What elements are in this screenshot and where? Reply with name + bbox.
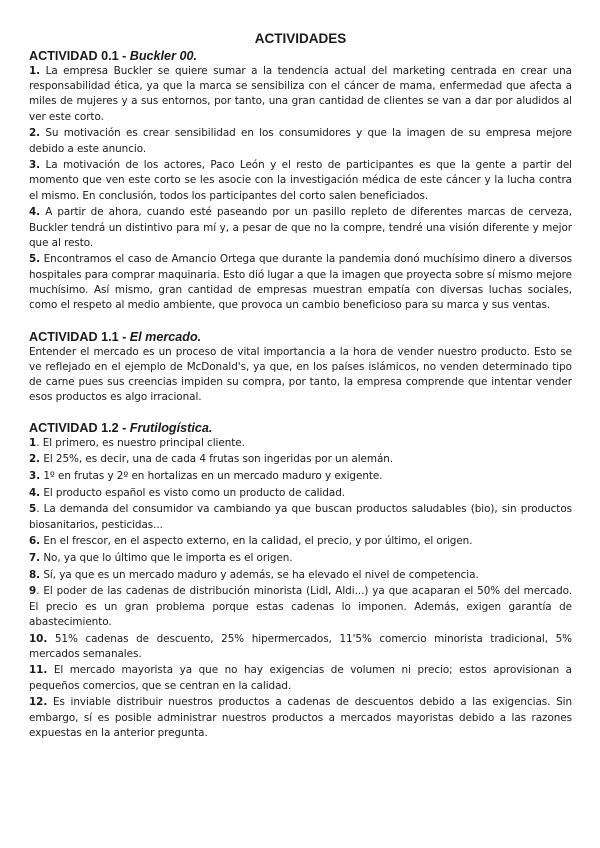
section-paragraph: Entender el mercado es un proceso de vital importancia a la hora de vender nuestro producto. Esto se ve reflejado en el ejemplo de McDonald's, ya que, en los países islámicos, no venden determinado tipo de carne pues sus creencias impiden su compra, por tanto, la empresa comprende que intentar vender esos productos es algo irracional. [29,345,572,404]
page-title: ACTIVIDADES [254,31,347,46]
item-text: La empresa Buckler se quiere sumar a la tendencia actual del marketing centrada en crear una responsabilidad ética, ya que la marca se sensibiliza con el cáncer de mama, enfermedad que afecta a miles de mujeres y a sus entornos, por tanto, una gran cantidad de clientes se van a dar por aludidos al ver este corto. [29,65,572,123]
section-spacer [29,315,572,330]
heading-subtitle: El mercado. [129,329,202,344]
item-number: 9 [29,585,37,598]
list-item [29,205,572,251]
list-item [29,663,572,693]
section-heading [29,330,572,345]
item-text: Su motivación es crear sensibilidad en los consumidores y que la imagen de su empresa mejore debido a este anuncio. [29,127,572,155]
item-number: 1 [29,436,37,449]
item-number: 4. [29,486,41,499]
item-text: En el frescor, en el aspecto externo, en la calidad, el precio, y por último, el origen. [40,535,473,548]
section-actividad-0-1 [29,49,572,313]
list-item [29,64,572,125]
item-number: 7. [29,551,41,564]
heading-subtitle: Buckler 00. [129,49,197,63]
item-text: Encontramos el caso de Amancio Ortega que durante la pandemia donó muchísimo dinero a diversos hospitales para comprar maquinaria. Esto dió lugar a que la imagen que proyecta sobre sí mismo mejore muchísimo. Así mismo, gran cantidad de empresas muestran empatía con diversas luchas sociales, como el respeto al medio ambiente, que provoca un cambio beneficioso para su marca y sus ventas. [29,253,572,312]
section-heading [29,49,572,64]
item-number: 8. [29,568,41,581]
item-number: 2. [29,453,41,466]
item-text: . El poder de las cadenas de distribución minorista (Lidl, Aldi...) ya que acaparan el 50% del mercado. El precio es un gran problema porque estas cadenas lo imponen. Además, exigen garantía de abastecimiento. [29,585,572,628]
item-text: El mercado mayorista ya que no hay exigencias de volumen ni precio; estos aprovisionan a pequeños comercios, que se centran en la calidad. [29,664,572,692]
item-text: El producto español es visto como un producto de calidad. [40,486,346,499]
section-actividad-1-2 [29,421,572,741]
section-actividad-1-1 [29,330,572,406]
heading-prefix: ACTIVIDAD 1.2 - [29,420,130,435]
list-item [29,584,572,630]
list-item [29,632,572,662]
section-spacer [29,406,572,421]
list-item [29,486,572,501]
item-number: 2. [29,127,41,140]
heading-prefix: ACTIVIDAD 0.1 - [29,49,130,63]
list-item [29,452,572,467]
list-item [29,551,572,566]
item-text: 51% cadenas de descuento, 25% hipermercados, 11'5% comercio minorista tradicional, 5% mercados semanales. [29,632,572,660]
item-number: 4. [29,206,41,219]
item-number: 12. [29,696,48,709]
item-text: El 25%, es decir, una de cada 4 frutas son ingeridas por un alemán. [40,453,394,466]
item-number: 1. [29,65,41,77]
item-text: La motivación de los actores, Paco León y el resto de participantes es que la gente a partir del momento que ven este corto se les asocie con la investigación médica de este cáncer y la lucha contra el mismo. En conclusión, todos los participantes del corto salen beneficiados. [29,159,572,202]
heading-prefix: ACTIVIDAD 1.1 - [29,329,130,344]
item-number: 11. [29,664,48,677]
section-heading [29,421,572,436]
list-item [29,534,572,549]
list-item [29,568,572,583]
item-number: 5 [29,503,37,516]
list-item [29,252,572,313]
list-item [29,695,572,741]
heading-subtitle: Frutilogística. [129,420,213,435]
list-item [29,126,572,156]
item-text: No, ya que lo último que le importa es el origen. [40,551,293,564]
list-item [29,469,572,484]
list-item [29,502,572,532]
list-item [29,158,572,204]
item-number: 10. [29,632,48,645]
item-number: 3. [29,469,41,482]
item-text: 1º en frutas y 2º en hortalizas en un mercado maduro y exigente. [40,469,383,482]
item-number: 3. [29,159,41,172]
item-text: Es inviable distribuir nuestros productos a cadenas de descuentos debido a las exigencias. Sin embargo, sí es posible administrar nuestros productos a mercados mayoristas debido a las razones expuestas en la anterior pregunta. [29,696,572,739]
item-text: . La demanda del consumidor va cambiando ya que buscan productos saludables (bio), sin productos biosanitarios, pesticidas... [29,503,572,531]
list-item [29,436,572,451]
item-text: A partir de ahora, cuando esté paseando por un pasillo repleto de diferentes marcas de cerveza, Buckler tendrá un distintivo para mí y, a pesar de que no la compre, tendré una visión diferente y mejor que al resto. [29,206,572,249]
item-text: Sí, ya que es un mercado maduro y además, se ha elevado el nivel de competencia. [40,568,479,581]
item-text: . El primero, es nuestro principal cliente. [36,436,245,449]
item-number: 6. [29,535,41,548]
item-number: 5. [29,253,41,266]
